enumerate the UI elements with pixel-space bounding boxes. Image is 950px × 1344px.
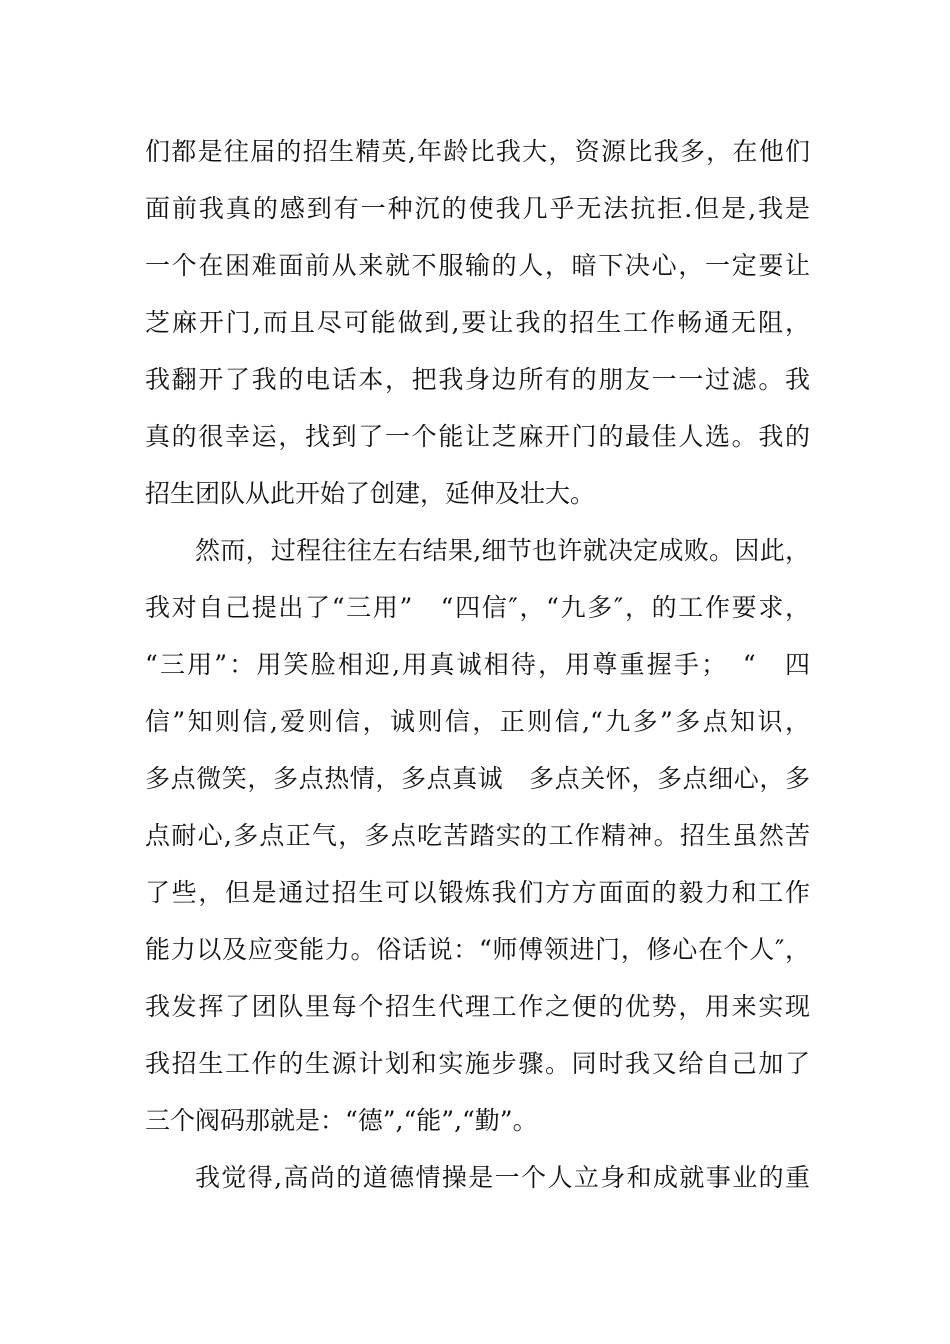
- text-line: 三个阀码那就是：“德”,“能”,“勤”。: [145, 1106, 538, 1135]
- text-line: 我发挥了团队里每个招生代理工作之便的优势，用来实现: [145, 992, 810, 1021]
- text-line: 面前我真的感到有一种沉的使我几乎无法抗拒.但是,我是: [145, 194, 810, 223]
- text-line: 我对自己提出了“三用” “四信″，“九多″，的工作要求，: [145, 593, 810, 622]
- text-line: 们都是往届的招生精英,年龄比我大，资源比我多，在他们: [145, 137, 810, 166]
- text-line: 我招生工作的生源计划和实施步骤。同时我又给自己加了: [145, 1049, 810, 1078]
- text-line: 我翻开了我的电话本，把我身边所有的朋友一一过滤。我: [145, 365, 810, 394]
- text-line: 真的很幸运，找到了一个能让芝麻开门的最佳人选。我的: [145, 422, 810, 451]
- text-line: “三用”：用笑脸相迎,用真诚相待，用尊重握手； “ 四: [145, 650, 810, 679]
- text-line: 芝麻开门,而且尽可能做到,要让我的招生工作畅通无阻，: [145, 308, 810, 337]
- text-line: 点耐心,多点正气，多点吃苦踏实的工作精神。招生虽然苦: [145, 821, 810, 850]
- text-line: 能力以及应变能力。俗话说：“师傅领进门，修心在个人″，: [145, 935, 810, 964]
- text-line: 多点微笑，多点热情，多点真诚 多点关怀，多点细心，多: [145, 764, 810, 793]
- text-line: 一个在困难面前从来就不服输的人，暗下决心，一定要让: [145, 251, 810, 280]
- text-line: 了些，但是通过招生可以锻炼我们方方面面的毅力和工作: [145, 878, 810, 907]
- text-line: 招生团队从此开始了创建，延伸及壮大。: [145, 479, 596, 508]
- paragraph-start-line: 我觉得,高尚的道德情操是一个人立身和成就事业的重: [195, 1163, 810, 1192]
- text-line: 信”知则信,爱则信，诚则信，正则信,“九多”多点知识，: [145, 707, 810, 736]
- paragraph-start-line: 然而，过程往往左右结果,细节也许就决定成败。因此，: [195, 536, 810, 565]
